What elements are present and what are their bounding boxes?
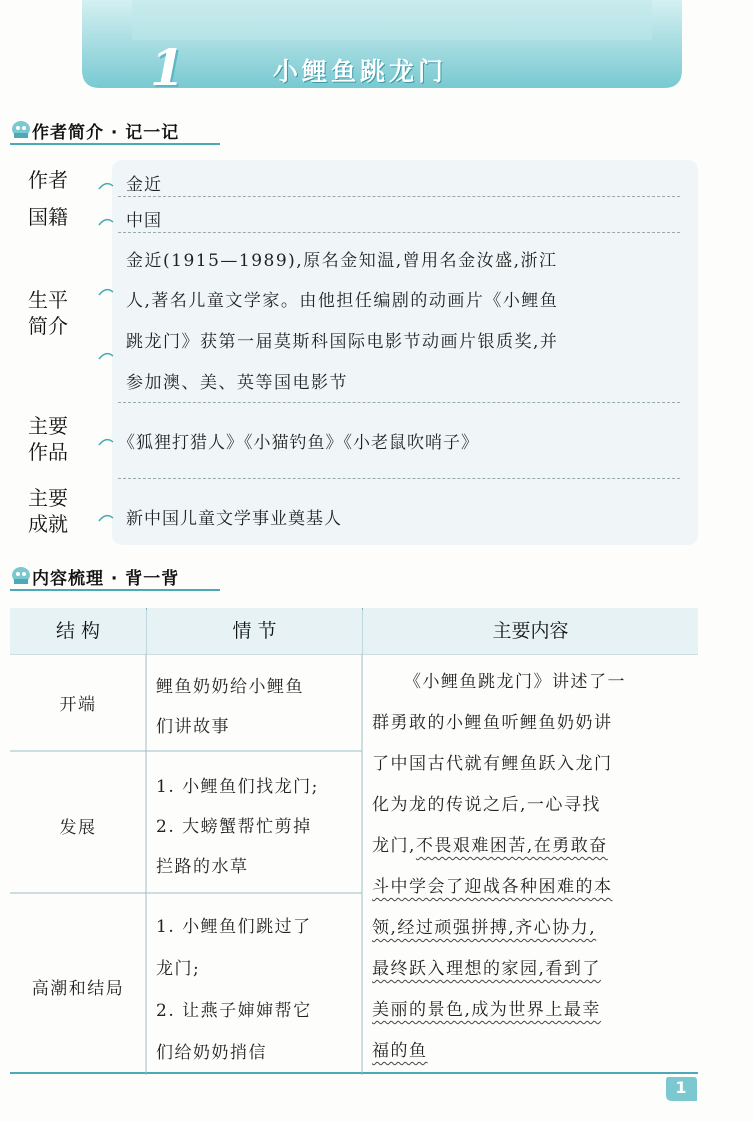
- main-content-line: 《小鲤鱼跳龙门》讲述了一: [404, 672, 626, 692]
- label-achievement-2: 成就: [28, 512, 68, 536]
- plot-line: 们讲故事: [156, 717, 230, 737]
- value-author: 金近: [126, 175, 162, 195]
- label-works-1: 主要: [28, 414, 68, 438]
- value-achievement: 新中国儿童文学事业奠基人: [126, 509, 342, 529]
- bio-line: 参加澳、美、英等国电影节: [126, 373, 348, 393]
- plot-line: 们给奶奶捎信: [156, 1043, 267, 1063]
- section-underline: [10, 589, 220, 591]
- header-plot: 情 节: [147, 608, 362, 654]
- label-nationality: 国籍: [28, 205, 68, 229]
- label-bio-1: 生平: [28, 288, 68, 312]
- wavy-underlined-text: 福的鱼: [372, 1041, 428, 1061]
- bio-line: 跳龙门》获第一届莫斯科国际电影节动画片银质奖,并: [126, 332, 559, 352]
- connector-icon: [98, 216, 114, 226]
- author-card: [112, 160, 698, 545]
- connector-icon: [98, 180, 114, 190]
- wavy-underlined-text: 斗中学会了迎战各种困难的本: [372, 877, 613, 897]
- plot-line: 拦路的水草: [156, 857, 249, 877]
- structure-cell: 发展: [59, 818, 97, 838]
- section-title-content: 内容梳理 · 背一背: [32, 569, 180, 589]
- section-underline: [10, 143, 220, 145]
- structure-cell: 高潮和结局: [31, 979, 125, 999]
- label-works-2: 作品: [28, 440, 68, 464]
- main-content-line: [372, 831, 608, 856]
- main-content-line: 群勇敢的小鲤鱼听鲤鱼奶奶讲: [372, 713, 613, 733]
- divider: [118, 232, 680, 233]
- value-nationality: 中国: [126, 211, 162, 231]
- connector-icon: [98, 512, 114, 522]
- page-number: 1: [675, 1078, 687, 1097]
- plot-line: 1. 小鲤鱼们找龙门;: [156, 777, 319, 797]
- lesson-title: 小鲤鱼跳龙门: [272, 57, 447, 86]
- plot-line: 鲤鱼奶奶给小鲤鱼: [156, 677, 304, 697]
- structure-cell: 开端: [59, 695, 97, 715]
- book-icon: [10, 120, 32, 140]
- header-main-content: 主要内容: [363, 608, 698, 654]
- connector-icon: [98, 350, 114, 360]
- wavy-underlined-text: 最终跃入理想的家园,看到了: [372, 959, 601, 979]
- label-author: 作者: [28, 168, 68, 192]
- plot-line: 2. 让燕子婶婶帮它: [156, 1001, 312, 1021]
- plot-line: 1. 小鲤鱼们跳过了: [156, 917, 312, 937]
- divider: [118, 196, 680, 197]
- wavy-underlined-text: 不畏艰难困苦,在勇敢奋: [415, 836, 608, 856]
- lesson-number: 1: [150, 38, 185, 97]
- bio-line: 金近(1915—1989),原名金知温,曾用名金汝盛,浙江: [126, 251, 558, 271]
- section-title-author: 作者简介 · 记一记: [32, 123, 180, 143]
- label-bio-2: 简介: [28, 314, 68, 338]
- connector-icon: [98, 286, 114, 296]
- plot-line: 2. 大螃蟹帮忙剪掉: [156, 817, 312, 837]
- book-icon: [10, 566, 32, 586]
- wavy-underlined-text: 领,经过顽强拼搏,齐心协力,: [372, 918, 597, 938]
- bio-line: 人,著名儿童文学家。由他担任编剧的动画片《小鲤鱼: [126, 291, 559, 311]
- value-works: 《狐狸打猎人》《小猫钓鱼》《小老鼠吹哨子》: [118, 433, 479, 453]
- main-content-line: 了中国古代就有鲤鱼跃入龙门: [372, 754, 613, 774]
- wavy-underlined-text: 美丽的景色,成为世界上最幸: [372, 1000, 601, 1020]
- main-content-text: 龙门,: [372, 836, 416, 856]
- plot-line: 龙门;: [156, 959, 201, 979]
- header-structure: 结 构: [10, 608, 146, 654]
- main-content-line: 化为龙的传说之后,一心寻找: [372, 795, 601, 815]
- divider: [118, 478, 680, 479]
- connector-icon: [98, 436, 114, 446]
- label-achievement-1: 主要: [28, 486, 68, 510]
- divider: [118, 402, 680, 403]
